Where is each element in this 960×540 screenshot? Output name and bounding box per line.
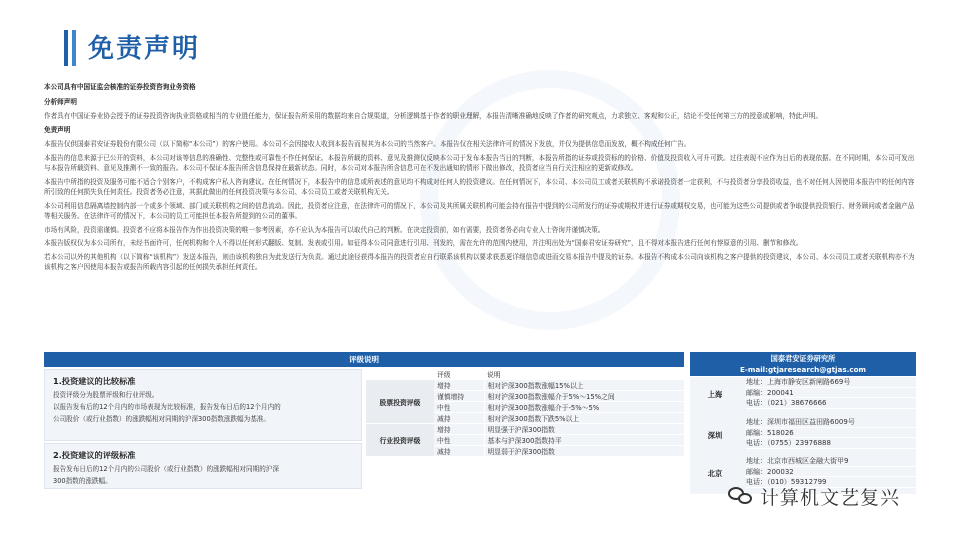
disclaimer-paragraph: 本报告版权仅为本公司所有，未经书面许可，任何机构和个人不得以任何形式翻版、复制、发表或引用。如征得本公司同意进行引用、刊发的，需在允许的范围内使用，并注明出处为“国泰君安证券研究”，且不得对本报告进行任何有悖原意的引用、删节和修改。	[44, 239, 803, 247]
institute-email: E-mail:gtjaresearch@gtjas.com	[739, 365, 867, 374]
institute-title: 国泰君安证券研究所	[770, 354, 836, 363]
disclaimer-text	[44, 82, 916, 276]
office-city-shenzhen: 深圳	[707, 431, 723, 440]
rating-level: 减持	[434, 413, 484, 424]
col-level-header: 评级	[434, 369, 484, 380]
office-city-shanghai: 上海	[707, 390, 723, 399]
col-desc-header: 说明	[484, 369, 684, 380]
office-address: 地址：上海市静安区新闸路669号	[746, 377, 916, 388]
rating-level: 谨慎增持	[434, 391, 484, 402]
office-shanghai	[746, 377, 916, 409]
office-postcode: 邮编：518026	[746, 428, 916, 439]
rating-level: 减持	[434, 446, 484, 457]
rating-level: 中性	[434, 402, 484, 413]
disclaimer-paragraph: 本报告的信息来源于已公开的资料，本公司对该等信息的准确性、完整性或可靠性不作任何保证。本报告所载的资料、意见及推测仅反映本公司于发布本报告当日的判断，本报告所指的证券或投资标的的价格、价值及投资收入可升可跌。过往表现不应作为日后的表现依据。在不同时期，本公司可发出与本报告所载资料、意见及推测不一致的报告。本公司不保证本报告所含信息保持在最新状态。同时，本公司对本报告所含信息可在不发出通知的情形下做出修改，投资者应当自行关注相应的更新或修改。	[44, 153, 915, 172]
office-phone: 电话：（0755）23976888	[746, 438, 916, 449]
disclaimer-title: 免责声明	[44, 125, 71, 134]
stock-rating-category: 股票投资评级	[366, 380, 434, 424]
comparison-standard-line: 公司股价（或行业指数）的涨跌幅相对同期的沪深300指数涨跌幅为基准。	[53, 415, 270, 423]
rating-table-header	[366, 369, 684, 380]
table-row	[366, 424, 684, 435]
credit-text: 计算机文艺复兴	[760, 486, 901, 509]
office-phone: 电话：（010）59312799	[746, 477, 916, 488]
rating-table	[366, 369, 684, 457]
rating-standard-box	[44, 443, 362, 489]
analyst-statement-title: 分析师声明	[44, 97, 77, 106]
rating-desc: 相对沪深300指数下跌5%以上	[484, 413, 684, 424]
office-postcode: 邮编：200041	[746, 388, 916, 399]
disclaimer-paragraph: 市场有风险，投资需谨慎。投资者不应将本报告作为作出投资决策的唯一参考因素，亦不应认为本报告可以取代自己的判断。在决定投资前，如有需要，投资者务必向专业人士咨询并谨慎决策。	[44, 225, 605, 234]
rating-standard-title: 2.投资建议的评级标准	[53, 450, 136, 460]
rating-header: 评级说明	[44, 352, 684, 367]
industry-rating-category: 行业投资评级	[366, 424, 434, 457]
rating-desc: 明显强于沪深300指数	[484, 424, 684, 435]
rating-level: 增持	[434, 380, 484, 391]
page-title: 免责声明	[88, 34, 201, 64]
rating-desc: 明显弱于沪深300指数	[484, 446, 684, 457]
office-phone: 电话：（021）38676666	[746, 398, 916, 409]
rating-level: 增持	[434, 424, 484, 435]
rating-desc: 相对沪深300指数涨幅介于-5%～5%	[484, 402, 684, 413]
wechat-credit	[728, 478, 900, 514]
comparison-standard-line: 以报告发布后的12个月内的市场表现为比较标准，报告发布日后的12个月内的	[53, 403, 281, 411]
office-shenzhen	[746, 417, 916, 449]
institute-contacts	[690, 377, 916, 494]
disclaimer-paragraph: 本报告仅供国泰君安证券股份有限公司（以下简称“本公司”）的客户使用。本公司不会因接收人收到本报告而视其为本公司的当然客户。本报告仅在相关法律许可的情况下发放，并仅为提供信息而发放，概不构成任何广告。	[44, 140, 691, 148]
rating-level: 中性	[434, 435, 484, 446]
analyst-statement-text: 作者具有中国证券业协会授予的证券投资咨询执业资格或相当的专业胜任能力，保证报告所采用的数据均来自合规渠道，分析逻辑基于作者的职业理解，本报告清晰准确地反映了作者的研究观点，力求独立、客观和公正，结论不受任何第三方的授意或影响，特此声明。	[44, 112, 823, 120]
comparison-standard-box	[44, 369, 362, 441]
office-address: 地址：深圳市福田区益田路6009号	[746, 417, 916, 428]
disclaimer-paragraph: 本报告中所指的投资及服务可能不适合个别客户，不构成客户私人咨询建议。在任何情况下，本报告中的信息或所表述的意见均不构成对任何人的投资建议。在任何情况下，本公司、本公司员工或者关联机构不承诺投资者一定获利，不与投资者分享投资收益，也不对任何人因使用本报告中的任何内容所引致的任何损失负任何责任。投资者务必注意，其据此做出的任何投资决策与本公司、本公司员工或者关联机构无关。	[44, 177, 915, 196]
office-address: 地址：北京市西城区金融大街甲9	[746, 456, 916, 467]
comparison-standard-title: 1.投资建议的比较标准	[53, 376, 136, 386]
rating-desc: 相对沪深300指数涨幅15%以上	[484, 380, 684, 391]
table-row	[366, 380, 684, 391]
disclaimer-paragraph: 若本公司以外的其他机构（以下简称“该机构”）发送本报告，则由该机构独自为此发送行为负责。通过此途径获得本报告的投资者应自行联系该机构以要求获悉更详细信息或进而交易本报告中提及的证券。本报告不构成本公司向该机构之客户提供的投资建议，本公司、本公司员工或者关联机构亦不为该机构之客户因使用本报告或报告所载内容引起的任何损失承担任何责任。	[44, 252, 915, 271]
office-city-beijing: 北京	[707, 469, 723, 478]
rating-standard-line: 300指数的涨跌幅。	[53, 477, 112, 485]
rating-standard-line: 报告发布日后的12个月内的公司股价（或行业指数）的涨跌幅相对同期的沪深	[53, 465, 279, 473]
institute-header	[690, 352, 916, 376]
rating-desc: 基本与沪深300指数持平	[484, 435, 684, 446]
rating-standards	[44, 369, 362, 489]
office-postcode: 邮编：200032	[746, 467, 916, 478]
wechat-icon	[728, 485, 754, 507]
disclaimer-paragraph: 本公司利用信息隔离墙控制内部一个或多个领域、部门或关联机构之间的信息流动。因此，投资者应注意，在法律许可的情况下，本公司及其所属关联机构可能会持有报告中提到的公司所发行的证券或期权并进行证券或期权交易，也可能为这些公司提供或者争取提供投资银行、财务顾问或者金融产品等相关服务。在法律许可的情况下，本公司的员工可能担任本报告所提到的公司的董事。	[44, 201, 915, 220]
comparison-standard-line: 投资评级分为股票评级和行业评级。	[53, 391, 159, 399]
title-accent-bar	[64, 30, 68, 66]
qualification-heading: 本公司具有中国证监会核准的证券投资咨询业务资格	[44, 83, 196, 91]
title-accent-bar	[72, 30, 76, 66]
rating-desc: 相对沪深300指数涨幅介于5%～15%之间	[484, 391, 684, 402]
